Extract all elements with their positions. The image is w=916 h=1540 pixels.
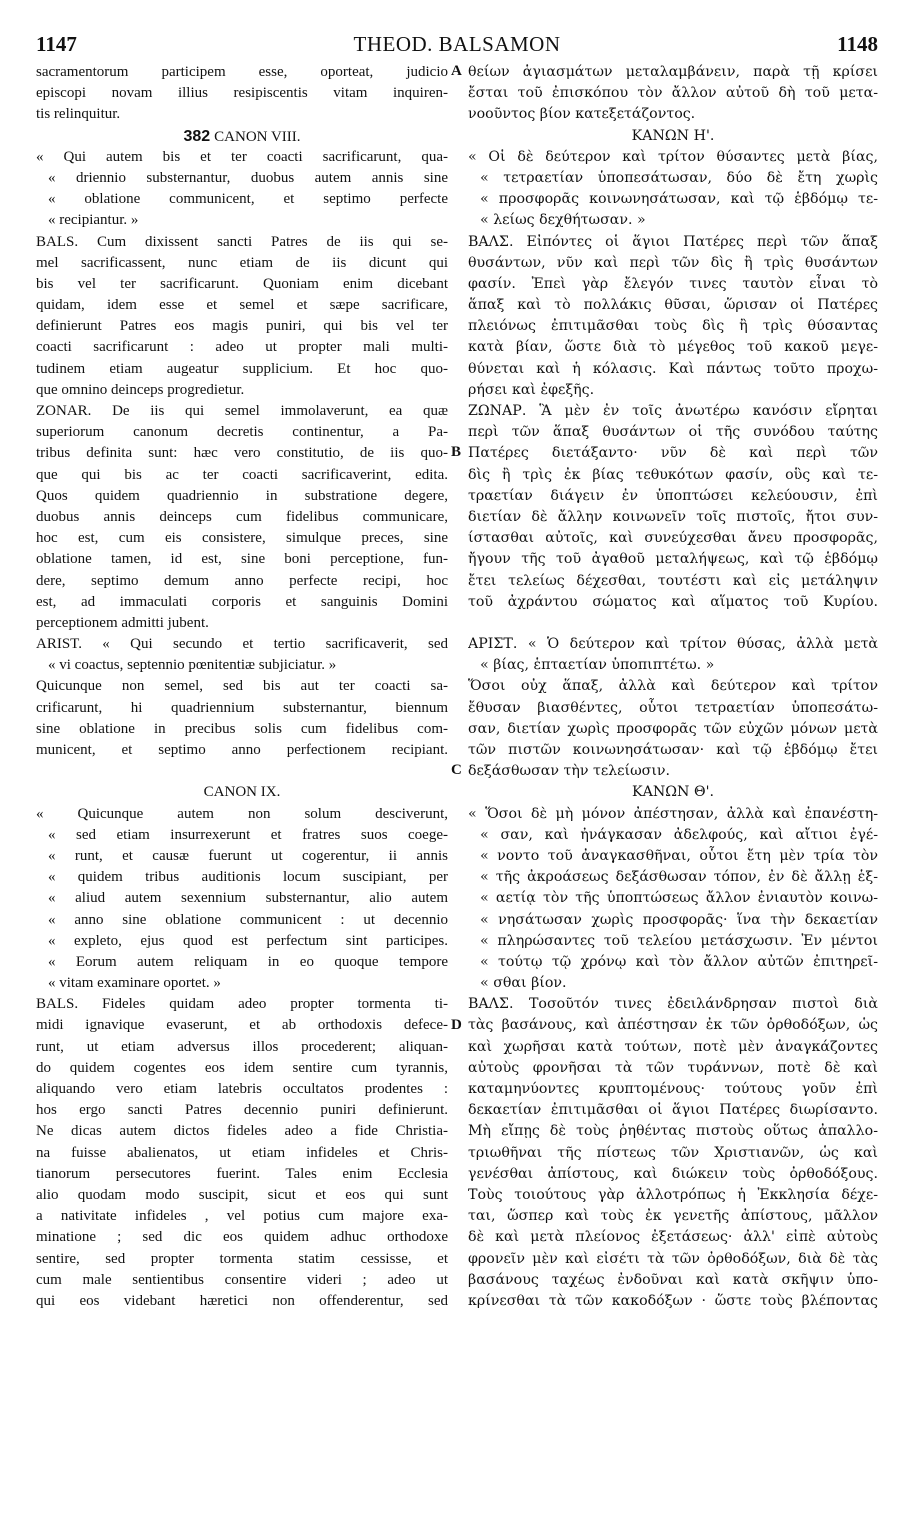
line-text: coacti sacrificarunt : adeo ut propter mali multi- <box>36 339 448 356</box>
line-text: duobus annis deinceps cum fidelibus communicare, <box>36 508 448 525</box>
text-line <box>36 210 448 231</box>
line-text: « sed etiam insurrexerunt et fratres suos coege- <box>48 826 448 843</box>
page-number-right: 1148 <box>837 32 878 56</box>
line-text: αὐτοὺς φρονῆσαι τὰ τῶν τυράννων, ποτὲ δὲ καὶ <box>468 1059 878 1076</box>
line-text: ARIST. « Qui secundo et tertio sacrificaverit, sed <box>36 636 448 653</box>
text-line <box>36 1227 448 1248</box>
line-text: sine oblatione in precibus solis cum fidelibus com- <box>36 720 448 737</box>
text-line <box>468 952 878 973</box>
text-line <box>468 168 878 189</box>
text-line <box>36 719 448 740</box>
text-line <box>468 1227 878 1248</box>
text-line <box>468 867 878 888</box>
text-line <box>468 1058 878 1079</box>
line-text: bis vel ter sacrificarunt. Quoniam enim dicebant <box>36 275 448 292</box>
line-text: minatione ; sed dic eos quidem adhuc orthodoxe <box>36 1229 448 1246</box>
text-line <box>468 1291 878 1312</box>
text-line <box>36 994 448 1015</box>
text-line <box>36 380 448 401</box>
line-text: que omnino deinceps progredietur. <box>36 381 245 398</box>
text-line <box>36 232 448 253</box>
line-text: alio quodam modo suscipit, sicut et eos qui sunt <box>36 1186 448 1203</box>
line-text: Ne dicas autem dictos fideles adeo a fide Christia- <box>36 1123 448 1140</box>
line-text: « aliud autem sexennium substernantur, alio autem <box>48 890 448 907</box>
line-text: « driennio substernantur, duobus autem annis sine <box>48 169 448 186</box>
text-line <box>36 189 448 210</box>
text-line <box>468 528 878 549</box>
text-line <box>468 486 878 507</box>
text-line <box>36 549 448 570</box>
text-line <box>36 592 448 613</box>
text-line <box>468 104 878 125</box>
text-line <box>36 147 448 168</box>
text-line <box>468 359 878 380</box>
line-text: βασάνους ταχέως ἐνδοῦναι καὶ κατὰ σκῆψιν ὑπο- <box>468 1271 878 1288</box>
text-line <box>468 592 878 613</box>
text-line <box>468 274 878 295</box>
line-text: « runt, et causæ fuerunt ut cogerentur, ii annis <box>48 847 448 864</box>
text-line <box>468 253 878 274</box>
line-text: a nativitate infideles , vel potius cum majore exa- <box>36 1208 448 1225</box>
margin-letter: A <box>451 63 462 79</box>
text-line <box>468 846 878 867</box>
text-line <box>468 62 878 83</box>
line-text: « λείως δεχθήτωσαν. » <box>480 212 646 229</box>
text-line <box>468 740 878 761</box>
line-text: « αετίᾳ τὸν τῆς ὑποπτώσεως ἄλλον ἐνιαυτὸν κοινω- <box>480 890 878 907</box>
greek-column <box>468 62 878 1312</box>
text-line <box>36 401 448 422</box>
line-text: Πατέρες διετάξαντο· νῦν δὲ καὶ περὶ τῶν <box>468 445 878 462</box>
line-text: aliquando vero etiam latebris occultatos prodentes : <box>36 1081 448 1097</box>
text-line <box>36 1249 448 1270</box>
text-line <box>36 253 448 274</box>
line-text: crificarunt, hi quadriennium substernantur, biennum <box>36 699 448 716</box>
text-line <box>468 1100 878 1121</box>
line-text: tianorum persecutores fuerint. Tales enim Ecclesia <box>36 1165 448 1182</box>
text-line <box>468 465 878 486</box>
line-text: νοοῦντος βίον κατεξετάζοντος. <box>468 106 696 123</box>
line-text: ΚΑΝΩΝ Η'. <box>631 127 715 144</box>
line-text: ΒΑΛΣ. Εἰπόντες οἱ ἅγιοι Πατέρες περὶ τῶν ἅπαξ <box>468 233 878 250</box>
line-text: « σθαι βίον. <box>480 975 567 992</box>
text-line <box>36 337 448 358</box>
line-text: « Eorum autem reliquam in eo quoque tempore <box>48 953 448 970</box>
text-line <box>36 1100 448 1121</box>
text-line <box>36 676 448 697</box>
line-text: ΑΡΙΣΤ. « Ὁ δεύτερον καὶ τρίτον θύσας, ἀλλὰ μετὰ <box>468 636 878 653</box>
text-line <box>36 168 448 189</box>
line-text: δὶς ἢ τρὶς ἐκ βίας τεθυκότων φασίν, οὓς καὶ τε- <box>468 466 878 483</box>
page-header <box>36 32 878 62</box>
text-line <box>36 1270 448 1291</box>
text-line <box>36 295 448 316</box>
line-text: ΒΑΛΣ. Τοσοῦτόν τινες ἐδειλάνδρησαν πιστοὶ διὰ <box>468 996 878 1013</box>
canon-heading <box>36 126 448 147</box>
line-text: ίστασθαι αὐτοῖς, καὶ συνεύχεσθαι ἄνευ προσφορᾶς, <box>468 530 878 547</box>
line-text: runt, ut etiam adversus illos procederent; aliquan- <box>36 1038 448 1055</box>
line-text: δεκαετίαν ἐπιτιμᾶσθαι οἱ ἅγιοι Πατέρες διωρίσαντο. <box>468 1102 878 1119</box>
line-text: ρήσει καὶ ἐφεξῆς. <box>468 381 595 398</box>
text-line <box>36 867 448 888</box>
text-line <box>36 846 448 867</box>
line-text: do quidem cogentes eos idem sentire cum tyrannis, <box>36 1059 448 1076</box>
text-line <box>36 104 448 125</box>
text-line <box>468 380 878 401</box>
line-text: θύνεται καὶ ἡ κόλασις. Καὶ πάντως τοῦτο προχω- <box>468 360 878 377</box>
text-line <box>36 1058 448 1079</box>
page-number-left: 1147 <box>36 32 77 56</box>
canon-heading <box>468 782 878 803</box>
text-line <box>36 952 448 973</box>
line-text: τῶν πιστῶν κοινωνησάτωσαν· καὶ τῷ ἑβδόμῳ ἔτει <box>468 742 878 758</box>
line-text: BALS. Fideles quidam adeo propter tormenta ti- <box>36 996 448 1013</box>
text-line <box>36 443 448 464</box>
line-text: γενέσθαι ἀπίστους, καὶ διώκειν τοὺς ὀρθοδόξους. <box>468 1165 878 1182</box>
line-text: Τοὺς τοιούτους γὰρ ἀλλοτρόπως ἡ Ἐκκλησία δέχε- <box>468 1186 878 1203</box>
text-line <box>468 210 878 231</box>
text-line <box>36 1164 448 1185</box>
text-line <box>468 1185 878 1206</box>
margin-letter: D <box>451 1017 462 1033</box>
line-text: que qui bis ac ter coacti sacrificaverint, edita. <box>36 466 448 483</box>
line-text: « Quicunque autem non solum desciverunt, <box>36 805 448 822</box>
line-text: sacramentorum participem esse, oporteat, judicio <box>36 64 448 80</box>
line-text: σαν, διετίαν χωρὶς προσφορᾶς τῶν εὐχῶν μόνων μετὰ <box>468 720 878 737</box>
text-line <box>468 761 878 782</box>
margin-letter: B <box>451 444 462 460</box>
line-text: τραετίαν διάγειν ἐν ὑποπτώσει κελεύουσιν, ἐπὶ <box>468 487 878 504</box>
latin-column <box>36 62 448 1312</box>
line-text: ZONAR. De iis qui semel immolaverunt, ea quæ <box>36 403 448 419</box>
line-text: Quos quidem quadriennio in substratione degere, <box>36 487 448 504</box>
line-text: φασίν. Ἐπεὶ γὰρ ἔλεγόν τινες ταυτὸν εἶναι τὸ <box>468 275 878 292</box>
line-text: ἔτει τελείως δέχεσθαι, τουτέστι καὶ εἰς μετάληψιν <box>468 572 878 589</box>
line-text: « τετραετίαν ὑποπεσάτωσαν, δύο δὲ ἔτη χωρὶς <box>480 169 878 186</box>
text-line <box>36 613 448 634</box>
text-line <box>36 740 448 761</box>
column-marker-number: 382 <box>183 127 211 145</box>
line-text: « προσφορᾶς κοινωνησάτωσαν, καὶ τῷ ἑβδόμῳ τε- <box>480 191 878 208</box>
text-line <box>36 973 448 994</box>
text-line <box>468 1037 878 1058</box>
running-title: THEOD. BALSAMON <box>353 32 561 56</box>
line-text: φρονεῖν μὲν καὶ εἰσέτι τὰ τῶν ὀρθοδόξων, διὰ δὲ τὰς <box>468 1250 878 1267</box>
text-line <box>468 1249 878 1270</box>
text-line <box>468 994 878 1015</box>
text-line <box>468 83 878 104</box>
line-text: ΚΑΝΩΝ Θ'. <box>632 784 714 801</box>
text-line <box>468 825 878 846</box>
line-text: cum male sentientibus consentire videri ; adeo ut <box>36 1271 448 1288</box>
text-line <box>468 507 878 528</box>
line-text: sentire, sed propter tormenta statim cessisse, et <box>36 1250 448 1267</box>
text-line <box>36 486 448 507</box>
text-line <box>36 1185 448 1206</box>
line-text: tis relinquitur. <box>36 106 121 123</box>
text-line <box>36 1015 448 1036</box>
text-line <box>36 1121 448 1142</box>
text-line <box>36 316 448 337</box>
text-line <box>36 359 448 380</box>
line-text: BALS. Cum dixissent sancti Patres de iis qui se- <box>36 233 448 250</box>
line-text: tribus definita sunt: hæc vero constitutio, de iis quo- <box>36 445 448 462</box>
line-text: τὰς βασάνους, καὶ ἀπέστησαν ἐκ τῶν ὀρθοδόξων, ὡς <box>468 1017 878 1034</box>
line-text: « νησάτωσαν χωρὶς προσφορᾶς· ἵνα τὴν δεκαετίαν <box>480 911 878 928</box>
line-text: « vitam examinare oportet. » <box>48 975 221 992</box>
line-text: Μὴ εἴπῃς δὲ τοὺς ῥηθέντας πιστοὺς οὕτως ἀπαλλο- <box>468 1123 878 1140</box>
line-text: perceptionem admitti jubent. <box>36 614 209 631</box>
line-text: « πληρώσαντες τοῦ τελείου μετάσχωσιν. Ἐν μέντοι <box>480 932 878 949</box>
text-line <box>468 1121 878 1142</box>
text-line <box>468 422 878 443</box>
text-line <box>36 528 448 549</box>
line-text: δεξάσθωσαν τὴν τελείωσιν. <box>468 763 671 780</box>
line-text: hos ergo sancti Patres decennio puniri definierunt. <box>36 1102 448 1119</box>
line-text: « τῆς ἀκροάσεως δεξάσθωσαν τόπον, ἐν δὲ ἄλλῃ ἑξ- <box>480 869 878 886</box>
line-text: « Ὅσοι δὲ μὴ μόνον ἀπέστησαν, ἀλλὰ καὶ ἐπανέστη- <box>468 805 878 822</box>
text-line <box>36 825 448 846</box>
line-text: δὲ καὶ μετὰ πλείονος ἐξετάσεως· ἀλλ' εἰπὲ αὐτοὺς <box>468 1229 878 1246</box>
line-text: mel sacrificassent, nunc etiam de iis dicunt qui <box>36 254 448 271</box>
text-line <box>468 1015 878 1036</box>
text-line <box>36 1143 448 1164</box>
text-line <box>36 83 448 104</box>
text-line <box>36 888 448 909</box>
line-text: πλειόνως ἐπιτιμᾶσθαι τοὺς δὶς ἢ τρὶς θύσαντας <box>468 318 878 335</box>
line-text: est, ad immaculati corporis et sanguinis Domini <box>36 593 448 610</box>
text-line <box>468 888 878 909</box>
line-text: « anno sine oblatione communicent : ut decennio <box>48 911 448 928</box>
line-text: καταμηνύοντες κρυπτομένους· τούτους γοῦν ἐπὶ <box>468 1081 878 1097</box>
text-line <box>468 549 878 570</box>
text-line <box>468 634 878 655</box>
line-text: ἔθυσαν βιασθέντες, οὗτοι τετραετίαν ὑποπεσάτω- <box>468 699 878 716</box>
line-text: hoc est, cum eis consistere, simulque preces, sine <box>36 530 448 547</box>
line-text: « oblatione communicent, et septimo perfecte <box>48 191 448 208</box>
line-text: na fuisse abalienatos, ut etiam infideles et Chris- <box>36 1144 448 1161</box>
line-text: τριωθῆναι τῆς πίστεως τῶν Χριστιανῶν, ὡς καὶ <box>468 1144 878 1161</box>
line-text: « τούτῳ τῷ χρόνῳ καὶ τὸν ἄλλον αὐτῶν ἐπιτηρεῖ- <box>480 953 878 970</box>
canon-heading <box>36 782 448 803</box>
text-line <box>468 316 878 337</box>
text-line <box>468 804 878 825</box>
line-text: episcopi novam illius resipiscentis vitam inquiren- <box>36 85 448 102</box>
line-text: θυσάντων, νῦν καὶ περὶ τῶν δὶς ἢ τρὶς θυσάντων <box>468 254 878 271</box>
text-line <box>468 189 878 210</box>
text-line <box>36 1037 448 1058</box>
text-line <box>468 232 878 253</box>
text-line <box>468 1206 878 1227</box>
text-line <box>36 655 448 676</box>
text-line <box>36 465 448 486</box>
line-text: « expleto, ejus quod est perfectum sint participes. <box>48 932 448 949</box>
line-text: dere, septimo demum anno perfecte recipi, hoc <box>36 572 448 589</box>
text-line <box>468 1270 878 1291</box>
line-text: διετίαν δὲ ἄλλην κοινωνεῖν τοῖς πιστοῖς, ἤτοι συν- <box>468 508 878 525</box>
line-text: ἅπαξ καὶ τὸ πολλάκις θῦσαι, ὥρισαν οἱ Πατέρες <box>468 297 878 314</box>
line-text: « quidem tribus auditionis locum suscipiant, per <box>48 869 448 886</box>
line-text: definierunt Patres eos magis puniri, qui bis vel ter <box>36 318 448 335</box>
text-line <box>36 62 448 83</box>
text-line <box>468 931 878 952</box>
text-line <box>468 295 878 316</box>
line-text: καὶ χωρῆσαι κατὰ τούτων, ποτὲ μὲν ἀναγκάζοντες <box>468 1038 878 1055</box>
line-text: quidam, idem esse et semel et sæpe sacrificare, <box>36 297 448 314</box>
line-text: « νοντο τοῦ ἀναγκασθῆναι, οὗτοι ἔτη μὲν τρία τὸν <box>480 847 878 864</box>
line-text: CANON IX. <box>203 784 281 801</box>
line-text: περὶ τῶν ἅπαξ θυσάντων οἱ τῆς συνόδου ταύτης <box>468 424 878 441</box>
text-line <box>468 147 878 168</box>
text-line <box>468 1143 878 1164</box>
line-text: ΖΩΝΑΡ. Ἃ μὲν ἐν τοῖς ἀνωτέρω κανόσιν εἴρηται <box>468 403 878 419</box>
canon-heading <box>468 126 878 147</box>
line-text: « σαν, καὶ ἠνάγκασαν ἀδελφούς, καὶ αἴτιοι ἐγέ- <box>480 826 878 843</box>
text-line <box>36 422 448 443</box>
text-line <box>468 443 878 464</box>
text-line <box>468 973 878 994</box>
line-text: CANON VIII. <box>214 128 301 145</box>
line-text: qui eos videbant hæretici non offenderentur, sed <box>36 1292 448 1309</box>
text-line <box>36 507 448 528</box>
line-text: κατὰ βίαν, ὥστε διὰ τὸ μέγεθος τοῦ κακοῦ μεγε- <box>468 339 878 356</box>
line-text: « Qui autem bis et ter coacti sacrificarunt, qua- <box>36 148 448 165</box>
text-line <box>36 1291 448 1312</box>
text-line <box>468 337 878 358</box>
text-line <box>36 634 448 655</box>
line-text: ἔσται τοῦ ἐπισκόπου τὸν ἄλλον αὐτοῦ δὴ τοῦ μετα- <box>468 85 878 102</box>
text-line <box>468 1164 878 1185</box>
line-text: « recipiantur. » <box>48 212 139 229</box>
text-line <box>36 1206 448 1227</box>
line-text: Ὅσοι οὐχ ἅπαξ, ἀλλὰ καὶ δεύτερον καὶ τρίτον <box>468 678 878 695</box>
text-line <box>468 698 878 719</box>
line-text: « Οἱ δὲ δεύτερον καὶ τρίτον θύσαντες μετὰ βίας, <box>468 148 878 165</box>
line-text: « βίας, ἑπταετίαν ὑποπιπτέτω. » <box>480 657 715 674</box>
text-line <box>468 1079 878 1100</box>
line-text: ται, ὥσπερ καὶ τοὺς ἐκ γενετῆς ἀπίστους, μᾶλλον <box>468 1208 878 1225</box>
text-line <box>468 571 878 592</box>
text-line <box>468 676 878 697</box>
line-text: superiorum canonum decretis continentur, a Pa- <box>36 424 448 441</box>
line-text: θείων ἁγιασμάτων μεταλαμβάνειν, παρὰ τῇ κρίσει <box>468 64 878 80</box>
line-text: municent, et septimo anno perfectionem recipiant. <box>36 742 448 758</box>
text-line <box>36 910 448 931</box>
text-line <box>468 910 878 931</box>
text-line <box>36 1079 448 1100</box>
text-line <box>468 401 878 422</box>
line-text: Quicunque non semel, sed bis aut ter coacti sa- <box>36 678 448 695</box>
line-spacer <box>36 761 448 782</box>
text-line <box>36 804 448 825</box>
line-text: « vi coactus, septennio pœnitentiæ subjiciatur. » <box>48 657 337 674</box>
line-text: κρίνεσθαι τὰ τῶν κακοδόξων · ὥστε τοὺς βλέποντας <box>468 1292 878 1309</box>
line-text: oblatione tamen, id est, sine boni perceptione, fun- <box>36 551 448 568</box>
text-line <box>36 274 448 295</box>
margin-letter: C <box>451 762 462 778</box>
text-line <box>36 931 448 952</box>
line-text: ἤγουν τῆς τοῦ ἀγαθοῦ μεταλήψεως, καὶ τῷ ἑβδόμῳ <box>468 551 878 568</box>
text-line <box>468 655 878 676</box>
line-spacer <box>468 613 878 634</box>
line-text: τοῦ ἀχράντου σώματος καὶ αἵματος τοῦ Κυρίου. <box>468 593 878 610</box>
line-text: midi ignavique evaserunt, et ab orthodoxis defece- <box>36 1017 448 1034</box>
text-line <box>36 571 448 592</box>
text-line <box>468 719 878 740</box>
line-text: tudinem etiam augeatur supplicium. Et hoc quo- <box>36 360 448 377</box>
text-line <box>36 698 448 719</box>
